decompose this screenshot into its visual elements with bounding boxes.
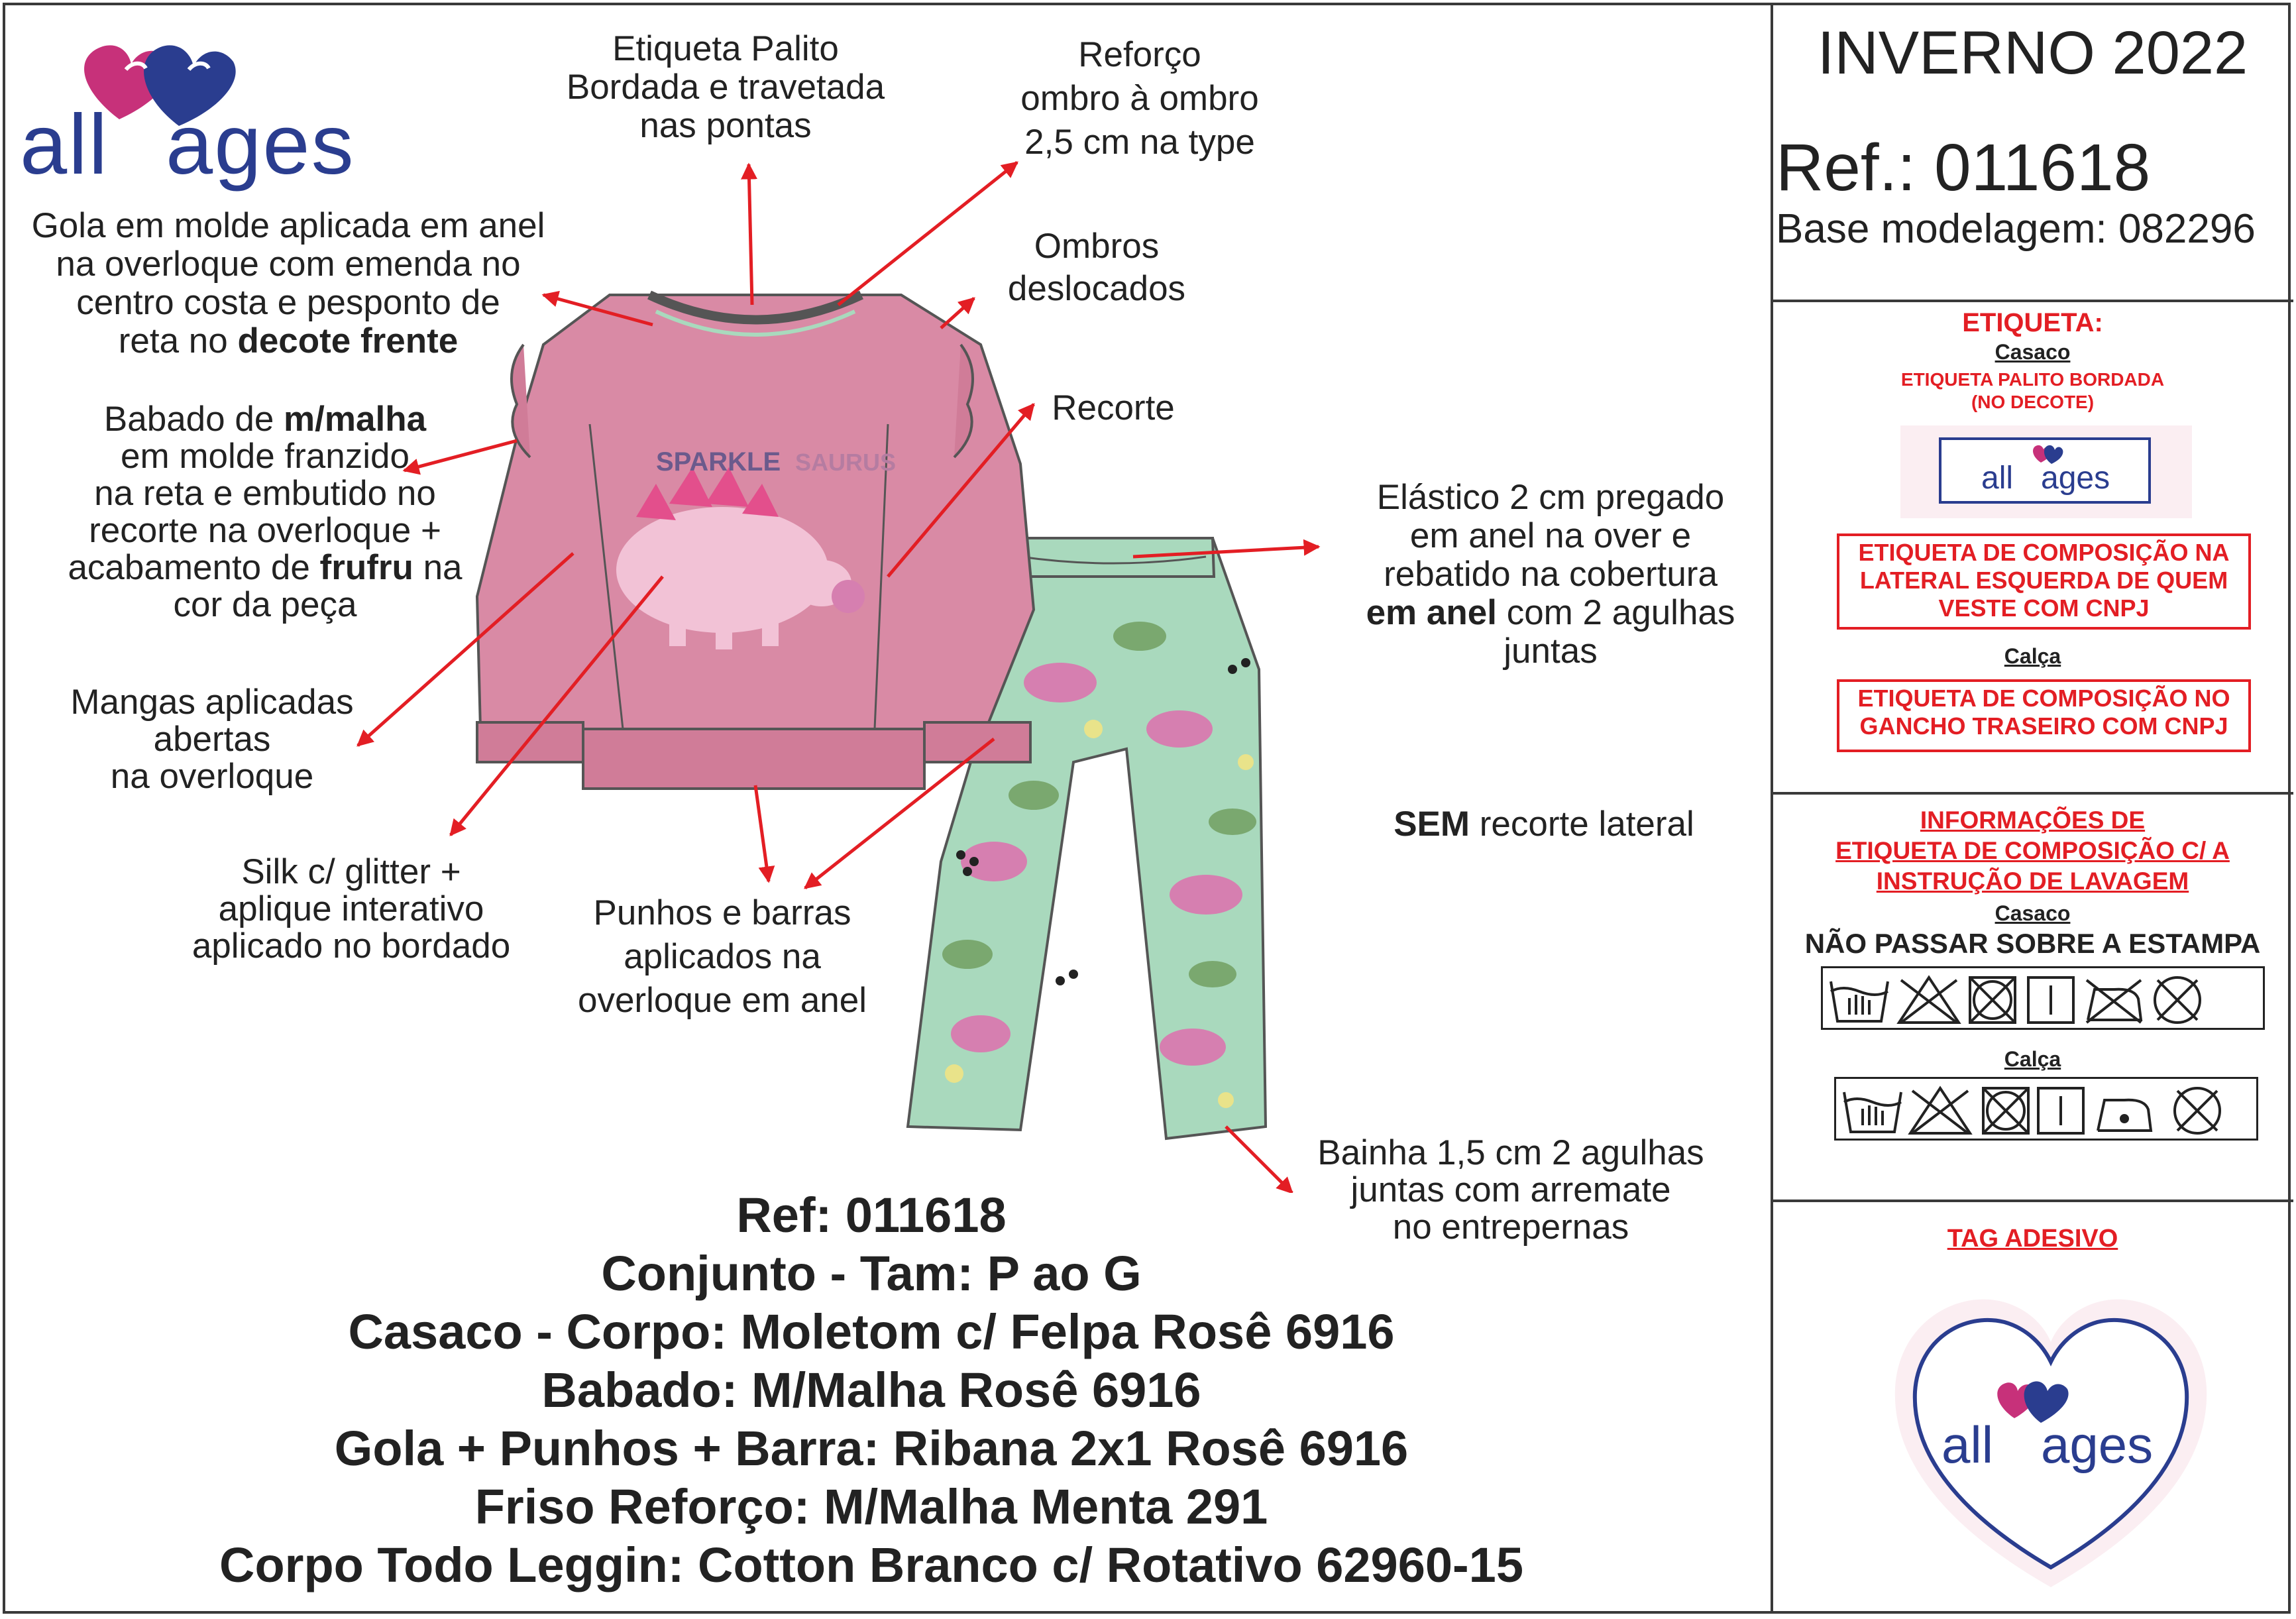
note-text: recorte lateral xyxy=(1470,805,1694,844)
note-bold: m/malha xyxy=(284,400,427,439)
no-bleach-icon xyxy=(1899,977,1959,1023)
note-line xyxy=(33,401,497,438)
sidebar-rule-3 xyxy=(1771,1200,2293,1202)
tag-logo-ages: ages xyxy=(2041,1416,2154,1474)
note-bold: decote frente xyxy=(237,321,459,361)
print-text-sparkle: SPARKLE xyxy=(656,447,781,476)
etiqueta-casaco-label: Casaco xyxy=(1995,340,2071,364)
note-line: abertas xyxy=(153,720,271,759)
note-bold: SEM xyxy=(1394,805,1470,844)
note-line: nas pontas xyxy=(639,106,812,145)
logo-word-all: all xyxy=(20,97,109,192)
sidebar-divider xyxy=(1771,3,1773,1614)
iron-low-icon xyxy=(2098,1100,2151,1131)
print-text-saurus: SAURUS xyxy=(795,449,897,476)
comp-calca-box: ETIQUETA DE COMPOSIÇÃO NO GANCHO TRASEIRO COM CNPJ xyxy=(1837,679,2251,752)
note-bold: frufru xyxy=(319,548,413,587)
note-line: ombro à ombro xyxy=(1020,79,1259,118)
note-line: na overloque com emenda no xyxy=(56,245,521,284)
note-line: Reforço xyxy=(1078,35,1201,74)
note-line: Elástico 2 cm pregado xyxy=(1376,478,1725,517)
note-line: aplique interativo xyxy=(218,889,484,928)
note-elastico xyxy=(1325,478,1776,671)
note-reforco xyxy=(974,33,1305,164)
note-line: 2,5 cm na type xyxy=(1024,123,1255,162)
note-line: Bordada e travetada xyxy=(566,68,885,107)
note-recorte: Recorte xyxy=(1052,388,1175,427)
spec-line: Conjunto - Tam: P ao G xyxy=(601,1246,1142,1301)
tag-adesivo-preview xyxy=(1879,1276,2223,1607)
note-line: na overloque xyxy=(110,757,314,796)
spec-line: Babado: M/Malha Rosê 6916 xyxy=(541,1363,1201,1418)
note-mangas xyxy=(40,684,384,795)
no-dry-clean-icon xyxy=(2155,977,2200,1023)
note-line: juntas xyxy=(1503,632,1598,671)
sidebar-rule-2 xyxy=(1771,792,2293,795)
spec-line: Friso Reforço: M/Malha Menta 291 xyxy=(474,1479,1268,1534)
note-line: na reta e embutido no xyxy=(94,474,436,513)
note-ombros xyxy=(981,225,1213,310)
note-line: juntas com arremate xyxy=(1350,1170,1671,1209)
note-bold: em anel xyxy=(1366,593,1497,632)
spec-line: Corpo Todo Leggin: Cotton Branco c/ Rotativo 62960-15 xyxy=(219,1537,1523,1592)
no-tumble-dry-icon xyxy=(1970,977,2015,1023)
note-punhos xyxy=(550,891,895,1023)
note-line xyxy=(1325,594,1776,632)
note-text: na xyxy=(413,548,463,587)
info-title-line: ETIQUETA DE COMPOSIÇÃO C/ A xyxy=(1835,837,2230,864)
note-text: Babado de xyxy=(103,400,284,439)
etiqueta-calca-label: Calça xyxy=(2004,644,2061,668)
season-title: INVERNO 2022 xyxy=(1817,19,2248,87)
note-line: Mangas aplicadas xyxy=(70,683,354,722)
note-line: Ombros xyxy=(1034,227,1160,266)
note-line xyxy=(33,549,497,586)
note-line: overloque em anel xyxy=(577,981,867,1020)
line-dry-icon xyxy=(2028,977,2073,1023)
care-icons xyxy=(1823,968,2267,1032)
palito-logo-all: all xyxy=(1981,461,2014,496)
note-text: com 2 agulhas xyxy=(1496,593,1735,632)
spec-line: Casaco - Corpo: Moletom c/ Felpa Rosê 6916 xyxy=(348,1304,1395,1359)
info-title xyxy=(1776,805,2289,897)
tag-logo-all: all xyxy=(1941,1416,1994,1474)
spec-block xyxy=(0,1186,1743,1594)
note-line: centro costa e pesponto de xyxy=(76,283,500,322)
care-symbols-calca xyxy=(1834,1077,2258,1141)
logo-word-ages: ages xyxy=(166,97,355,192)
note-sem-recorte xyxy=(1339,805,1749,844)
note-text: reta no xyxy=(118,321,238,361)
note-line: cor da peça xyxy=(173,585,357,624)
info-title-line: INSTRUÇÃO DE LAVAGEM xyxy=(1876,867,2189,895)
palito-label-box xyxy=(1939,437,2151,504)
spec-line: Gola + Punhos + Barra: Ribana 2x1 Rosê 6916 xyxy=(334,1421,1409,1476)
etiqueta-title: ETIQUETA: xyxy=(1962,308,2103,337)
no-bleach-icon xyxy=(1910,1088,1970,1133)
comp-casaco-box: ETIQUETA DE COMPOSIÇÃO NA LATERAL ESQUERDA DE QUEM VESTE COM CNPJ xyxy=(1837,533,2251,630)
hand-wash-icon xyxy=(1831,981,1888,1021)
palito-logo-ages: ages xyxy=(2041,461,2110,496)
note-line: Bainha 1,5 cm 2 agulhas xyxy=(1317,1133,1704,1172)
note-silk xyxy=(159,854,543,965)
palito-line: ETIQUETA PALITO BORDADA xyxy=(1900,369,2165,390)
note-line: deslocados xyxy=(1007,269,1186,308)
note-gola xyxy=(0,207,576,361)
no-iron-icon xyxy=(2087,980,2141,1023)
spec-line: Ref: 011618 xyxy=(736,1188,1007,1243)
info-title-line: INFORMAÇÕES DE xyxy=(1920,807,2146,834)
note-line: no entrepernas xyxy=(1392,1207,1629,1247)
sidebar-rule-1 xyxy=(1771,300,2293,302)
note-line: recorte na overloque + xyxy=(89,511,441,550)
note-babado xyxy=(33,401,497,624)
note-line: Punhos e barras xyxy=(593,893,851,932)
palito-label-preview xyxy=(1900,425,2192,518)
note-line: Etiqueta Palito xyxy=(612,29,839,68)
note-line: Silk c/ glitter + xyxy=(241,852,461,891)
note-line: aplicados na xyxy=(624,937,821,976)
note-line: em molde franzido xyxy=(121,437,410,476)
sweatshirt-drawing xyxy=(477,295,1034,789)
no-tumble-dry-icon xyxy=(1983,1088,2028,1133)
base-modelagem: Base modelagem: 082296 xyxy=(1776,206,2256,252)
note-line: aplicado no bordado xyxy=(191,926,511,966)
note-etiqueta-palito xyxy=(523,30,928,145)
palito-text xyxy=(1776,368,2289,414)
ref-title: Ref.: 011618 xyxy=(1776,131,2151,205)
line-dry-icon xyxy=(2038,1088,2083,1133)
care-symbols-casaco xyxy=(1821,966,2265,1030)
note-text: acabamento de xyxy=(68,548,320,587)
info-calca-label: Calça xyxy=(2004,1047,2061,1071)
note-line xyxy=(0,322,576,361)
note-line: Gola em molde aplicada em anel xyxy=(31,206,545,245)
tag-adesivo-title: TAG ADESIVO xyxy=(1947,1225,2118,1253)
care-icons xyxy=(1836,1079,2260,1143)
note-line: em anel na over e xyxy=(1409,516,1692,555)
no-dry-clean-icon xyxy=(2175,1088,2220,1133)
hand-wash-icon xyxy=(1844,1092,1901,1132)
palito-line: (NO DECOTE) xyxy=(1971,392,2095,412)
info-casaco-label: Casaco xyxy=(1995,901,2071,925)
note-line: rebatido na cobertura xyxy=(1384,555,1718,594)
nao-passar-text: NÃO PASSAR SOBRE A ESTAMPA xyxy=(1804,928,2261,959)
